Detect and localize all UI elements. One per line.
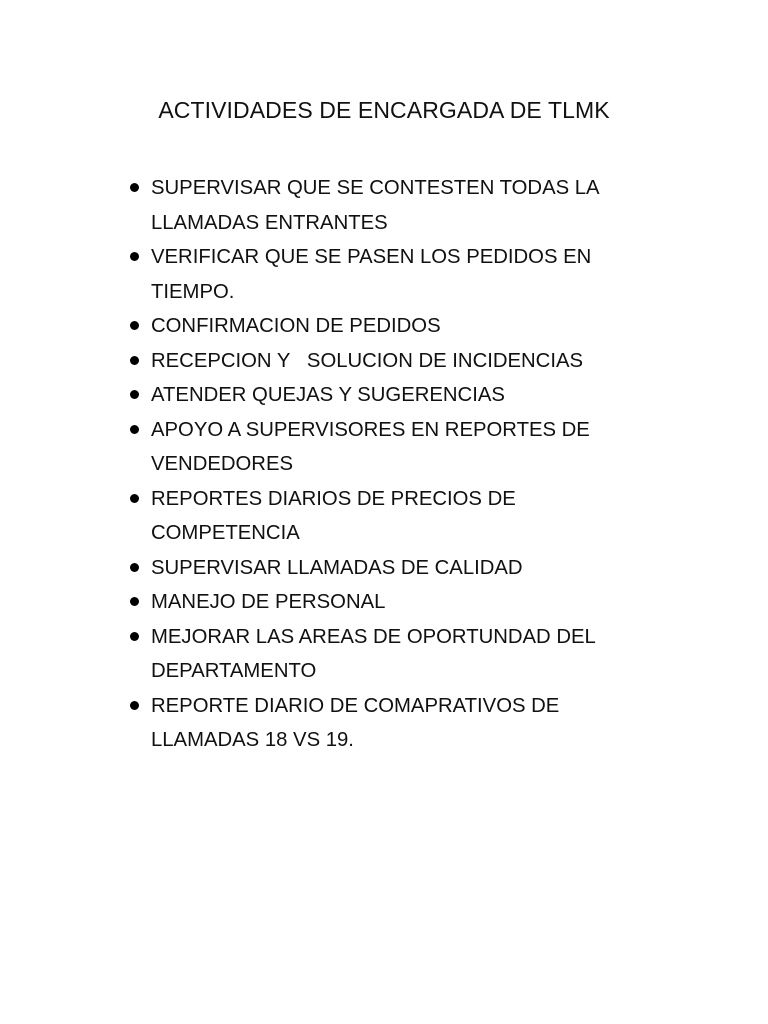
list-item-text: SUPERVISAR LLAMADAS DE CALIDAD — [151, 556, 523, 579]
bullet-icon — [130, 321, 139, 330]
list-item — [151, 344, 621, 379]
list-item-text: MEJORAR LAS AREAS DE OPORTUNDAD DEL DEPARTAMENTO — [151, 625, 601, 682]
document-title: ACTIVIDADES DE ENCARGADA DE TLMK — [158, 97, 610, 123]
bullet-icon — [130, 425, 139, 434]
list-item-text: REPORTE DIARIO DE COMAPRATIVOS DE LLAMADAS 18 VS 19. — [151, 694, 565, 751]
list-item — [151, 482, 621, 551]
bullet-icon — [130, 356, 139, 365]
list-item — [151, 585, 621, 620]
list-item — [151, 413, 621, 482]
list-item — [151, 171, 621, 240]
bullet-icon — [130, 252, 139, 261]
list-item-text: CONFIRMACION DE PEDIDOS — [151, 315, 441, 337]
list-item-text: VERIFICAR QUE SE PASEN LOS PEDIDOS EN TIEMPO. — [151, 246, 597, 303]
bullet-icon — [130, 390, 139, 399]
list-item-text: APOYO A SUPERVISORES EN REPORTES DE VENDEDORES — [151, 418, 596, 475]
list-item — [151, 620, 621, 689]
activities-list — [151, 171, 621, 758]
bullet-icon — [130, 563, 139, 572]
bullet-icon — [130, 183, 139, 192]
list-item — [151, 240, 621, 309]
bullet-icon — [130, 494, 139, 503]
bullet-icon — [130, 701, 139, 710]
list-item-text: SUPERVISAR QUE SE CONTESTEN TODAS LA LLAMADAS ENTRANTES — [151, 177, 605, 234]
bullet-icon — [130, 632, 139, 641]
bullet-icon — [130, 597, 139, 606]
list-item-text: RECEPCION Y SOLUCION DE INCIDENCIAS — [151, 349, 584, 372]
list-item-text: REPORTES DIARIOS DE PRECIOS DE COMPETENCIA — [151, 487, 522, 544]
list-item — [151, 378, 621, 413]
list-item — [151, 689, 621, 758]
list-item — [151, 309, 621, 344]
list-item — [151, 551, 621, 586]
list-item-text: MANEJO DE PERSONAL — [151, 591, 386, 613]
list-item-text: ATENDER QUEJAS Y SUGERENCIAS — [151, 384, 505, 406]
